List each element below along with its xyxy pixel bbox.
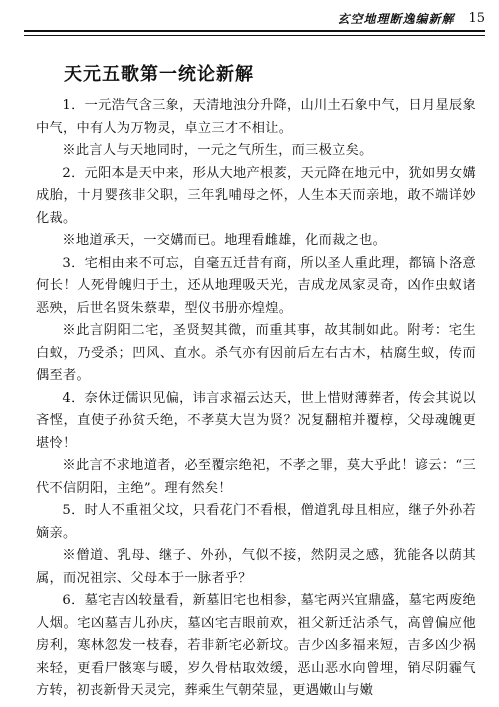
commentary-paragraph: ※地道承天，一交媾而已。地理看雌雄，化而裁之也。 <box>62 233 387 248</box>
running-title: 玄空地理断逸编新解 <box>337 11 455 26</box>
verse-paragraph: 1．一元浩气含三象，天清地浊分升降，山川土石象中气，日月星辰象中气，中有人为万物灵，卓立三才不相让。 <box>36 98 476 136</box>
section-title: 天元五歌第一统论新解 <box>64 64 254 85</box>
commentary-paragraph: ※僧道、乳母、继子、外孙，气似不接，然阴灵之感，犹能各以荫其属，而况祖宗、父母本于一脉者乎？ <box>36 548 476 586</box>
page-number: 15 <box>468 10 485 26</box>
commentary-paragraph: ※此言不求地道者，必至覆宗绝祀，不孝之罪，莫大乎此！谚云：“三代不信阴阳，主绝”。理有然矣！ <box>36 458 476 496</box>
verse-paragraph: 5．时人不重祖父坟，只看花门不看根，僧道乳母且相应，继子外孙若嫡亲。 <box>36 503 476 541</box>
verse-paragraph: 6．墓宅吉凶较量看，新墓旧宅也相参，墓宅两兴宜鼎盛，墓宅两废绝人烟。宅凶墓吉儿孙庆，墓凶宅吉眼前欢，祖父新迁沾杀气，高曾偏应他房利，寒林忽发一枝春，若非新宅必新坟。吉少凶多福来短，吉多凶少祸来轻，更看尸骸寒与暖，岁久骨枯取效缓，恶山恶水向曾埋，销尽阴霾气方转，初丧新骨天灵完，葬乘生气朝荣显，更遇嫩山与嫩 <box>36 593 476 698</box>
verse-paragraph: 2．元阳本是天中来，形从大地产根荄，天元降在地元中，犹如男女媾成胎，十月婴孩非父职，三年乳哺母之怀，人生本天而亲地，敢不端详妙化裁。 <box>36 165 476 226</box>
body-text <box>36 95 476 703</box>
commentary-paragraph: ※此言人与天地同时，一元之气所生，而三极立矣。 <box>62 143 373 158</box>
verse-paragraph: 4．奈休迂儒识见偏，讳言求福云达天，世上惜财薄葬者，传会其说以吝悭，直使子孙贫夭绝，不孝莫大岂为贤？况复翻棺并覆椁，父母魂魄更堪怜！ <box>36 390 476 451</box>
running-header <box>298 9 485 27</box>
verse-paragraph: 3．宅相由来不可忘，自毫五迁昔有商，所以圣人重此理，都镐卜洛意何长！人死骨魄归于土，还从地理吸天光，吉成龙凤家灵奇，凶作虫蚁诸恶殃，后世名贤朱蔡辈，型仪书册亦煌煌。 <box>36 255 476 316</box>
commentary-paragraph: ※此言阴阳二宅，圣贤契其微，而重其事，故其制如此。附考：宅生白蚁，乃受杀；凹风、直水。杀气亦有因前后左右古木，枯腐生蚁，传而偶至者。 <box>36 323 476 383</box>
header-rule <box>24 30 485 36</box>
